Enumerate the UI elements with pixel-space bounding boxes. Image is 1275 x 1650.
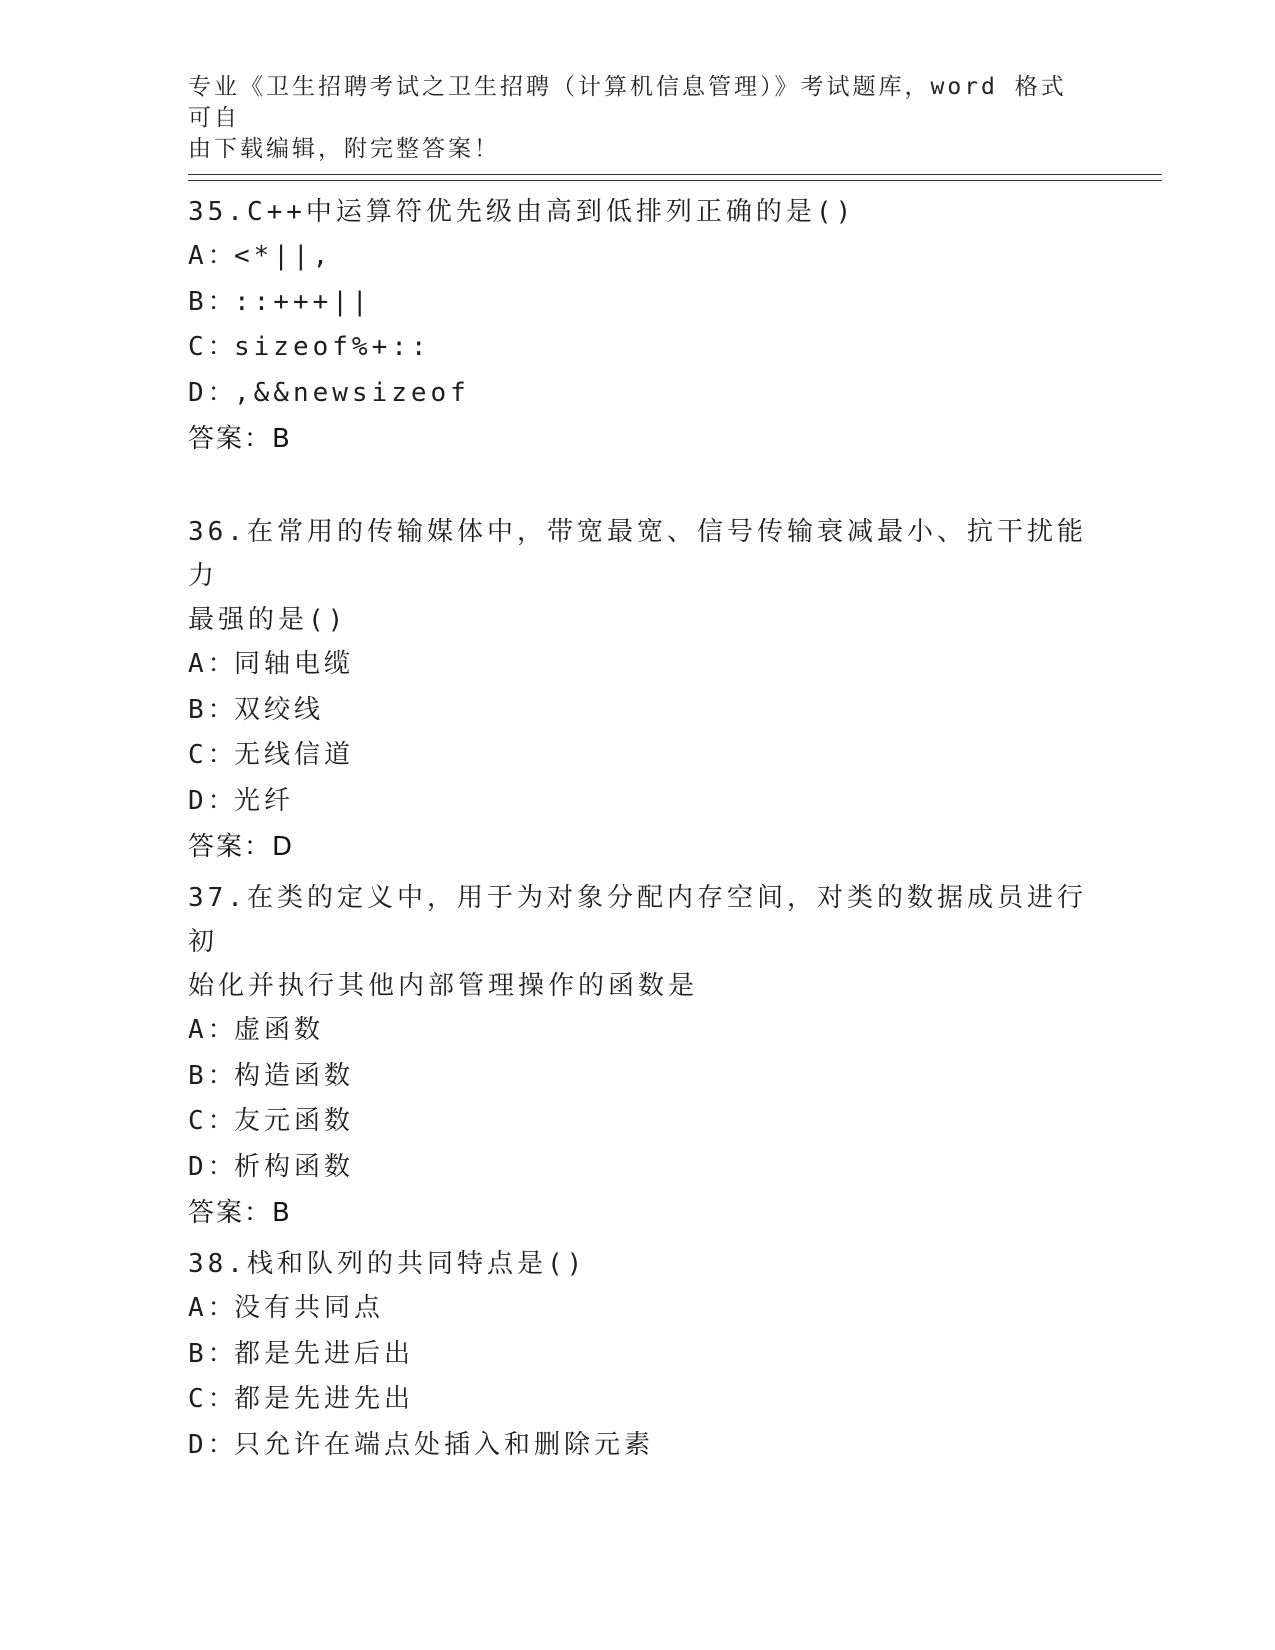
option-b <box>188 280 1088 326</box>
question-37 <box>188 876 1088 1236</box>
question-stem-line: 35.C++中运算符优先级由高到低排列正确的是() <box>188 197 856 227</box>
question-stem-line: 最强的是() <box>188 605 348 635</box>
question-stem-line: 37.在类的定义中，用于为对象分配内存空间，对类的数据成员进行初 <box>188 883 1087 957</box>
option-letter: C： <box>188 740 238 770</box>
option-a <box>188 642 1088 688</box>
header-divider-top <box>188 174 1162 175</box>
option-text: 都是先进先出 <box>234 1384 415 1414</box>
option-d <box>188 371 1088 417</box>
option-text: ,&&newsizeof <box>234 377 470 408</box>
option-letter: D： <box>188 377 238 408</box>
question-stem-line: 36.在常用的传输媒体中，带宽最宽、信号传输衰减最小、抗干扰能力 <box>188 517 1087 591</box>
option-text: 友元函数 <box>234 1106 355 1136</box>
option-c <box>188 733 1088 779</box>
option-text: <*||, <box>234 241 333 271</box>
option-text: 双绞线 <box>234 694 325 725</box>
question-38 <box>188 1242 1088 1468</box>
option-letter: D： <box>188 785 238 816</box>
header-divider-bottom <box>188 180 1162 181</box>
option-a <box>188 1286 1088 1332</box>
option-d <box>188 1145 1088 1191</box>
answer-key: 答案：B <box>188 424 292 454</box>
option-a <box>188 234 1088 280</box>
intro-line-2: 由下载编辑，附完整答案！ <box>188 136 500 162</box>
answer-key: 答案：D <box>188 832 295 862</box>
option-d <box>188 1423 1088 1469</box>
option-c <box>188 1377 1088 1423</box>
option-letter: D： <box>188 1151 238 1182</box>
option-letter: C： <box>188 1106 238 1136</box>
option-letter: B： <box>188 1060 238 1091</box>
option-letter: A： <box>188 1293 238 1323</box>
option-text: 没有共同点 <box>234 1293 385 1323</box>
answer-key: 答案：B <box>188 1198 292 1228</box>
option-a <box>188 1008 1088 1054</box>
option-letter: A： <box>188 1015 238 1045</box>
document-intro <box>188 72 1068 165</box>
option-letter: B： <box>188 694 238 725</box>
option-text: 无线信道 <box>234 740 355 770</box>
option-letter: C： <box>188 332 238 362</box>
question-36 <box>188 510 1088 870</box>
option-text: 光纤 <box>234 785 295 816</box>
option-c <box>188 1099 1088 1145</box>
option-text: 都是先进后出 <box>234 1338 415 1369</box>
option-text: 虚函数 <box>234 1015 325 1045</box>
option-letter: B： <box>188 1338 238 1369</box>
option-letter: A： <box>188 241 238 271</box>
question-35 <box>188 190 1088 462</box>
option-b <box>188 688 1088 734</box>
option-text: 只允许在端点处插入和删除元素 <box>234 1429 655 1460</box>
option-c <box>188 325 1088 371</box>
option-letter: A： <box>188 649 238 679</box>
option-d <box>188 779 1088 825</box>
option-b <box>188 1054 1088 1100</box>
question-stem-line: 始化并执行其他内部管理操作的函数是 <box>188 971 699 1001</box>
intro-line-1: 专业《卫生招聘考试之卫生招聘（计算机信息管理）》考试题库，word 格式可自 <box>188 74 1067 131</box>
option-text: ::+++|| <box>234 286 372 317</box>
option-b <box>188 1332 1088 1378</box>
option-text: 构造函数 <box>234 1060 355 1091</box>
option-letter: B： <box>188 286 238 317</box>
option-text: 析构函数 <box>234 1151 355 1182</box>
option-letter: C： <box>188 1384 238 1414</box>
option-text: 同轴电缆 <box>234 649 355 679</box>
question-stem-line: 38.栈和队列的共同特点是() <box>188 1249 587 1279</box>
option-letter: D： <box>188 1429 238 1460</box>
option-text: sizeof%+:: <box>234 332 431 362</box>
